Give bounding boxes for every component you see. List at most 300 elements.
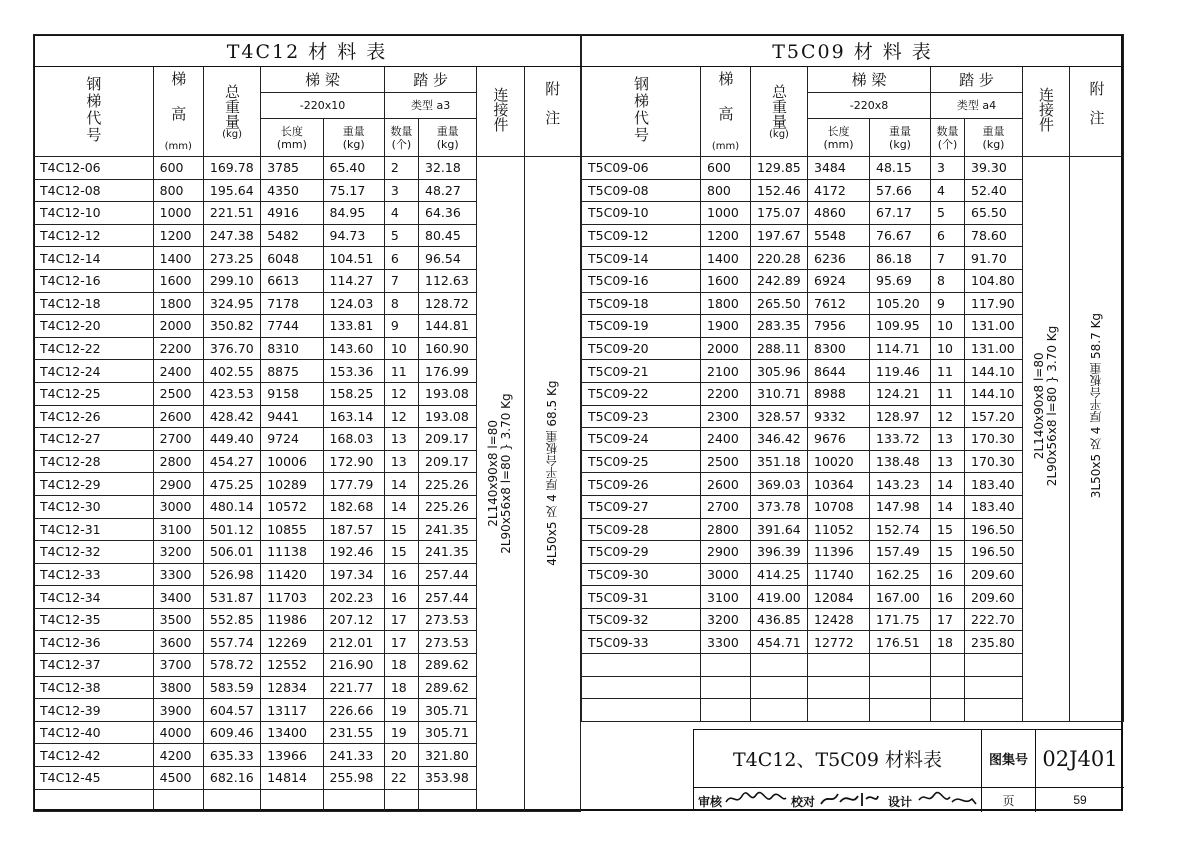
step-weight-cell: 241.35 (419, 518, 477, 541)
height-cell: 2800 (701, 518, 751, 541)
beam-length-cell: 11420 (261, 563, 323, 586)
header-step: 踏 步 (384, 67, 476, 93)
code-cell: T4C12-32 (34, 541, 154, 564)
step-weight-cell: 196.50 (965, 518, 1023, 541)
step-weight-cell: 32.18 (419, 157, 477, 180)
code-cell (582, 676, 701, 699)
step-count-cell: 22 (384, 767, 418, 790)
height-cell: 2900 (153, 473, 203, 496)
beam-weight-cell: 176.51 (870, 631, 931, 654)
header-step-type: 类型 a3 (384, 93, 476, 119)
total-weight-cell: 552.85 (203, 608, 260, 631)
beam-weight-cell: 226.66 (323, 699, 384, 722)
total-weight-cell: 283.35 (751, 315, 808, 338)
beam-length-cell: 13117 (261, 699, 323, 722)
code-cell: T4C12-33 (34, 563, 154, 586)
total-weight-cell: 423.53 (203, 382, 260, 405)
total-weight-cell: 169.78 (203, 157, 260, 180)
step-weight-cell: 64.36 (419, 202, 477, 225)
beam-weight-cell: 128.97 (870, 405, 931, 428)
step-count-cell: 15 (931, 541, 965, 564)
code-cell: T4C12-34 (34, 586, 154, 609)
code-cell: T4C12-38 (34, 676, 154, 699)
total-weight-cell: 635.33 (203, 744, 260, 767)
height-cell: 1000 (153, 202, 203, 225)
note-text: 3L50x5 及 4 厚平台板重 58.7 Kg (1089, 312, 1104, 499)
code-cell: T5C09-29 (582, 541, 701, 564)
header-step-weight: 重量 (kg) (419, 119, 477, 157)
step-weight-cell: 193.08 (419, 382, 477, 405)
beam-weight-cell: 158.25 (323, 382, 384, 405)
step-count-cell: 14 (931, 473, 965, 496)
total-weight-cell: 526.98 (203, 563, 260, 586)
total-weight-cell: 351.18 (751, 450, 808, 473)
step-count-cell: 5 (384, 224, 418, 247)
design-label: 设计 (888, 795, 913, 809)
code-cell: T5C09-22 (582, 382, 701, 405)
title-block (693, 729, 1123, 811)
total-weight-cell: 414.25 (751, 563, 808, 586)
header-beam-weight: 重量 (kg) (323, 119, 384, 157)
total-weight-cell: 310.71 (751, 382, 808, 405)
total-weight-cell (203, 789, 260, 812)
header-height: 梯高 (mm) (701, 67, 751, 157)
review-label: 审核 (698, 795, 723, 809)
beam-weight-cell: 212.01 (323, 631, 384, 654)
beam-weight-cell (323, 789, 384, 812)
header-step: 踏 步 (931, 67, 1023, 93)
step-weight-cell: 144.81 (419, 315, 477, 338)
code-cell: T5C09-24 (582, 428, 701, 451)
step-count-cell (931, 654, 965, 677)
header-code: 钢梯代号 (34, 67, 154, 157)
total-weight-cell: 328.57 (751, 405, 808, 428)
step-count-cell: 14 (384, 495, 418, 518)
total-weight-cell: 376.70 (203, 337, 260, 360)
beam-weight-cell: 119.46 (870, 360, 931, 383)
total-weight-cell: 299.10 (203, 269, 260, 292)
step-count-cell: 19 (384, 699, 418, 722)
beam-length-cell: 13966 (261, 744, 323, 767)
step-weight-cell: 209.60 (965, 586, 1023, 609)
step-weight-cell: 225.26 (419, 495, 477, 518)
beam-weight-cell: 163.14 (323, 405, 384, 428)
total-weight-cell (751, 699, 808, 722)
beam-weight-cell: 168.03 (323, 428, 384, 451)
step-weight-cell: 273.53 (419, 631, 477, 654)
beam-length-cell: 9332 (808, 405, 870, 428)
beam-weight-cell: 138.48 (870, 450, 931, 473)
step-count-cell: 11 (931, 382, 965, 405)
header-step-type: 类型 a4 (931, 93, 1023, 119)
header-beam: 梯 梁 (261, 67, 385, 93)
connector-line2: 2L90x56x8 l=80 (1045, 386, 1059, 486)
height-cell: 2200 (701, 382, 751, 405)
total-weight-cell: 609.46 (203, 721, 260, 744)
beam-weight-cell: 172.90 (323, 450, 384, 473)
height-cell: 1400 (701, 247, 751, 270)
step-weight-cell: 176.99 (419, 360, 477, 383)
beam-length-cell: 6924 (808, 269, 870, 292)
beam-length-cell (808, 676, 870, 699)
height-cell: 1600 (153, 269, 203, 292)
step-count-cell: 7 (931, 247, 965, 270)
beam-length-cell: 8875 (261, 360, 323, 383)
code-cell: T5C09-30 (582, 563, 701, 586)
code-cell: T5C09-19 (582, 315, 701, 338)
step-weight-cell (965, 654, 1023, 677)
step-weight-cell: 160.90 (419, 337, 477, 360)
beam-weight-cell: 143.60 (323, 337, 384, 360)
beam-weight-cell: 105.20 (870, 292, 931, 315)
total-weight-cell: 129.85 (751, 157, 808, 180)
step-count-cell: 10 (931, 315, 965, 338)
step-count-cell: 15 (384, 541, 418, 564)
step-count-cell: 5 (931, 202, 965, 225)
beam-length-cell: 6048 (261, 247, 323, 270)
height-cell: 4000 (153, 721, 203, 744)
total-weight-cell: 305.96 (751, 360, 808, 383)
height-cell: 3500 (153, 608, 203, 631)
step-weight-cell: 222.70 (965, 608, 1023, 631)
height-cell: 1800 (701, 292, 751, 315)
code-cell: T4C12-22 (34, 337, 154, 360)
beam-length-cell: 13400 (261, 721, 323, 744)
beam-length-cell: 5482 (261, 224, 323, 247)
step-count-cell: 18 (931, 631, 965, 654)
beam-weight-cell: 241.33 (323, 744, 384, 767)
step-count-cell: 16 (384, 563, 418, 586)
code-cell: T4C12-31 (34, 518, 154, 541)
step-count-cell: 9 (931, 292, 965, 315)
step-weight-cell: 209.17 (419, 428, 477, 451)
header-length: 长度 (mm) (261, 119, 323, 157)
height-cell: 2300 (701, 405, 751, 428)
beam-weight-cell: 94.73 (323, 224, 384, 247)
step-count-cell: 15 (384, 518, 418, 541)
step-weight-cell: 305.71 (419, 721, 477, 744)
beam-length-cell: 3785 (261, 157, 323, 180)
beam-weight-cell: 76.67 (870, 224, 931, 247)
step-weight-cell (965, 676, 1023, 699)
beam-length-cell: 8644 (808, 360, 870, 383)
height-cell (701, 676, 751, 699)
beam-length-cell: 12428 (808, 608, 870, 631)
beam-length-cell (261, 789, 323, 812)
step-count-cell: 2 (384, 157, 418, 180)
total-weight-cell: 475.25 (203, 473, 260, 496)
atlas-label: 图集号 (982, 730, 1036, 788)
beam-weight-cell: 86.18 (870, 247, 931, 270)
total-weight-cell: 449.40 (203, 428, 260, 451)
code-cell: T4C12-18 (34, 292, 154, 315)
total-weight-cell: 346.42 (751, 428, 808, 451)
step-weight-cell: 91.70 (965, 247, 1023, 270)
code-cell: T5C09-27 (582, 495, 701, 518)
step-count-cell: 8 (384, 292, 418, 315)
connector-line1: 2L140x90x8 l=80 (1032, 352, 1046, 459)
height-cell: 2400 (153, 360, 203, 383)
code-cell: T4C12-35 (34, 608, 154, 631)
step-weight-cell: 209.17 (419, 450, 477, 473)
code-cell: T5C09-18 (582, 292, 701, 315)
step-weight-cell: 196.50 (965, 541, 1023, 564)
beam-length-cell: 12772 (808, 631, 870, 654)
step-weight-cell: 52.40 (965, 179, 1023, 202)
note-text: 4L50x5 及 4 厚平台板重 68.5 Kg (544, 380, 559, 567)
table-row (34, 157, 581, 180)
code-cell: T4C12-10 (34, 202, 154, 225)
beam-weight-cell: 147.98 (870, 495, 931, 518)
step-count-cell: 20 (384, 744, 418, 767)
code-cell: T5C09-25 (582, 450, 701, 473)
header-count: 数量 (个) (384, 119, 418, 157)
total-weight-cell: 273.25 (203, 247, 260, 270)
beam-weight-cell: 192.46 (323, 541, 384, 564)
beam-weight-cell: 133.72 (870, 428, 931, 451)
code-cell: T4C12-27 (34, 428, 154, 451)
beam-weight-cell: 75.17 (323, 179, 384, 202)
reviewer-signature (724, 790, 788, 808)
step-weight-cell: 273.53 (419, 608, 477, 631)
step-weight-cell: 225.26 (419, 473, 477, 496)
height-cell (153, 789, 203, 812)
height-cell: 600 (153, 157, 203, 180)
beam-length-cell: 9724 (261, 428, 323, 451)
height-cell: 1000 (701, 202, 751, 225)
height-cell: 3800 (153, 676, 203, 699)
step-weight-cell: 117.90 (965, 292, 1023, 315)
total-weight-cell: 247.38 (203, 224, 260, 247)
step-weight-cell: 131.00 (965, 337, 1023, 360)
code-cell: T5C09-23 (582, 405, 701, 428)
step-weight-cell: 144.10 (965, 360, 1023, 383)
step-count-cell: 15 (931, 518, 965, 541)
connector-line2: 2L90x56x8 l=80 (499, 454, 514, 554)
connector-weight: } 3.70 Kg (1045, 325, 1059, 383)
beam-weight-cell: 157.49 (870, 541, 931, 564)
page-number: 59 (1073, 793, 1087, 807)
beam-length-cell: 11703 (261, 586, 323, 609)
height-cell: 3700 (153, 654, 203, 677)
step-weight-cell: 80.45 (419, 224, 477, 247)
beam-weight-cell: 153.36 (323, 360, 384, 383)
height-cell: 2600 (153, 405, 203, 428)
header-count: 数量 (个) (931, 119, 965, 157)
beam-weight-cell (870, 676, 931, 699)
signature-row (694, 788, 982, 812)
total-weight-cell: 391.64 (751, 518, 808, 541)
beam-length-cell: 11740 (808, 563, 870, 586)
header-total-weight: 总重量 (kg) (751, 67, 808, 157)
code-cell: T4C12-40 (34, 721, 154, 744)
left-material-table (33, 34, 581, 812)
step-count-cell (931, 699, 965, 722)
step-weight-cell: 257.44 (419, 586, 477, 609)
total-weight-cell: 419.00 (751, 586, 808, 609)
step-count-cell: 18 (384, 654, 418, 677)
beam-weight-cell: 114.27 (323, 269, 384, 292)
height-cell: 2500 (153, 382, 203, 405)
page-label: 页 (982, 788, 1036, 812)
step-count-cell: 14 (931, 495, 965, 518)
beam-length-cell: 9441 (261, 405, 323, 428)
code-cell: T5C09-16 (582, 269, 701, 292)
step-weight-cell: 39.30 (965, 157, 1023, 180)
code-cell: T4C12-42 (34, 744, 154, 767)
beam-length-cell: 12552 (261, 654, 323, 677)
step-weight-cell: 209.60 (965, 563, 1023, 586)
drawing-title: T4C12、T5C09 材料表 (694, 730, 982, 788)
header-length: 长度 (mm) (808, 119, 870, 157)
code-cell (34, 789, 154, 812)
height-cell: 3200 (153, 541, 203, 564)
height-cell: 1600 (701, 269, 751, 292)
header-note: 附注 (1070, 67, 1124, 157)
step-count-cell: 3 (384, 179, 418, 202)
total-weight-cell: 221.51 (203, 202, 260, 225)
beam-length-cell: 7612 (808, 292, 870, 315)
beam-weight-cell: 207.12 (323, 608, 384, 631)
beam-length-cell: 7744 (261, 315, 323, 338)
total-weight-cell (751, 654, 808, 677)
height-cell: 600 (701, 157, 751, 180)
height-cell: 4500 (153, 767, 203, 790)
step-weight-cell: 128.72 (419, 292, 477, 315)
table-row (582, 157, 1124, 180)
connector-cell (477, 157, 524, 812)
connector-line1: 2L140x90x8 l=80 (486, 420, 501, 527)
header-beam-spec: -220x8 (808, 93, 931, 119)
total-weight-cell: 682.16 (203, 767, 260, 790)
code-cell (582, 654, 701, 677)
beam-weight-cell: 221.77 (323, 676, 384, 699)
code-cell: T5C09-06 (582, 157, 701, 180)
step-weight-cell: 96.54 (419, 247, 477, 270)
code-cell: T4C12-12 (34, 224, 154, 247)
beam-length-cell: 3484 (808, 157, 870, 180)
beam-weight-cell: 143.23 (870, 473, 931, 496)
height-cell: 1200 (153, 224, 203, 247)
beam-length-cell: 11396 (808, 541, 870, 564)
total-weight-cell: 578.72 (203, 654, 260, 677)
code-cell: T4C12-39 (34, 699, 154, 722)
step-weight-cell: 104.80 (965, 269, 1023, 292)
step-count-cell: 11 (384, 360, 418, 383)
height-cell: 1400 (153, 247, 203, 270)
height-cell: 3300 (153, 563, 203, 586)
code-cell: T5C09-21 (582, 360, 701, 383)
code-cell: T4C12-25 (34, 382, 154, 405)
total-weight-cell: 373.78 (751, 495, 808, 518)
height-cell: 2100 (701, 360, 751, 383)
total-weight-cell: 480.14 (203, 495, 260, 518)
code-cell: T5C09-08 (582, 179, 701, 202)
beam-length-cell (808, 699, 870, 722)
beam-length-cell: 7178 (261, 292, 323, 315)
step-count-cell: 13 (384, 428, 418, 451)
total-weight-cell: 531.87 (203, 586, 260, 609)
step-count-cell: 7 (384, 269, 418, 292)
beam-weight-cell: 95.69 (870, 269, 931, 292)
step-count-cell: 17 (931, 608, 965, 631)
beam-length-cell: 8300 (808, 337, 870, 360)
step-count-cell: 6 (931, 224, 965, 247)
beam-length-cell: 5548 (808, 224, 870, 247)
note-cell (524, 157, 580, 812)
step-weight-cell: 289.62 (419, 676, 477, 699)
atlas-number: 02J401 (1036, 730, 1124, 788)
step-count-cell: 10 (384, 337, 418, 360)
step-count-cell: 17 (384, 608, 418, 631)
beam-weight-cell (870, 654, 931, 677)
step-count-cell: 12 (384, 405, 418, 428)
header-beam-spec: -220x10 (261, 93, 385, 119)
total-weight-cell: 436.85 (751, 608, 808, 631)
height-cell: 2700 (701, 495, 751, 518)
beam-weight-cell: 152.74 (870, 518, 931, 541)
height-cell: 2600 (701, 473, 751, 496)
beam-length-cell: 7956 (808, 315, 870, 338)
right-material-table (581, 34, 1123, 722)
code-cell: T5C09-14 (582, 247, 701, 270)
beam-length-cell: 11052 (808, 518, 870, 541)
beam-weight-cell: 65.40 (323, 157, 384, 180)
beam-length-cell: 10020 (808, 450, 870, 473)
total-weight-cell: 324.95 (203, 292, 260, 315)
beam-weight-cell: 57.66 (870, 179, 931, 202)
note-cell (1070, 157, 1124, 722)
step-count-cell: 3 (931, 157, 965, 180)
code-cell: T4C12-36 (34, 631, 154, 654)
height-cell: 2000 (153, 315, 203, 338)
total-weight-cell: 402.55 (203, 360, 260, 383)
code-cell: T4C12-30 (34, 495, 154, 518)
beam-weight-cell: 84.95 (323, 202, 384, 225)
height-cell: 2000 (701, 337, 751, 360)
code-cell: T5C09-26 (582, 473, 701, 496)
height-cell: 3600 (153, 631, 203, 654)
height-cell: 3300 (701, 631, 751, 654)
beam-length-cell: 9158 (261, 382, 323, 405)
beam-weight-cell: 124.21 (870, 382, 931, 405)
code-cell: T4C12-16 (34, 269, 154, 292)
beam-length-cell: 9676 (808, 428, 870, 451)
beam-length-cell: 8988 (808, 382, 870, 405)
beam-weight-cell: 177.79 (323, 473, 384, 496)
beam-length-cell: 6236 (808, 247, 870, 270)
step-weight-cell: 193.08 (419, 405, 477, 428)
beam-weight-cell: 255.98 (323, 767, 384, 790)
beam-weight-cell: 162.25 (870, 563, 931, 586)
beam-length-cell: 12834 (261, 676, 323, 699)
header-connector: 连接件 (477, 67, 524, 157)
height-cell: 3100 (153, 518, 203, 541)
step-weight-cell: 65.50 (965, 202, 1023, 225)
step-count-cell: 19 (384, 721, 418, 744)
beam-length-cell: 10855 (261, 518, 323, 541)
connector-weight: } 3.70 Kg (499, 393, 514, 451)
beam-weight-cell: 202.23 (323, 586, 384, 609)
beam-length-cell: 8310 (261, 337, 323, 360)
step-weight-cell: 170.30 (965, 428, 1023, 451)
step-weight-cell: 131.00 (965, 315, 1023, 338)
height-cell: 800 (701, 179, 751, 202)
step-weight-cell: 241.35 (419, 541, 477, 564)
height-cell: 2200 (153, 337, 203, 360)
step-count-cell: 16 (384, 586, 418, 609)
left-table-title: T4C12 材 料 表 (34, 35, 581, 67)
